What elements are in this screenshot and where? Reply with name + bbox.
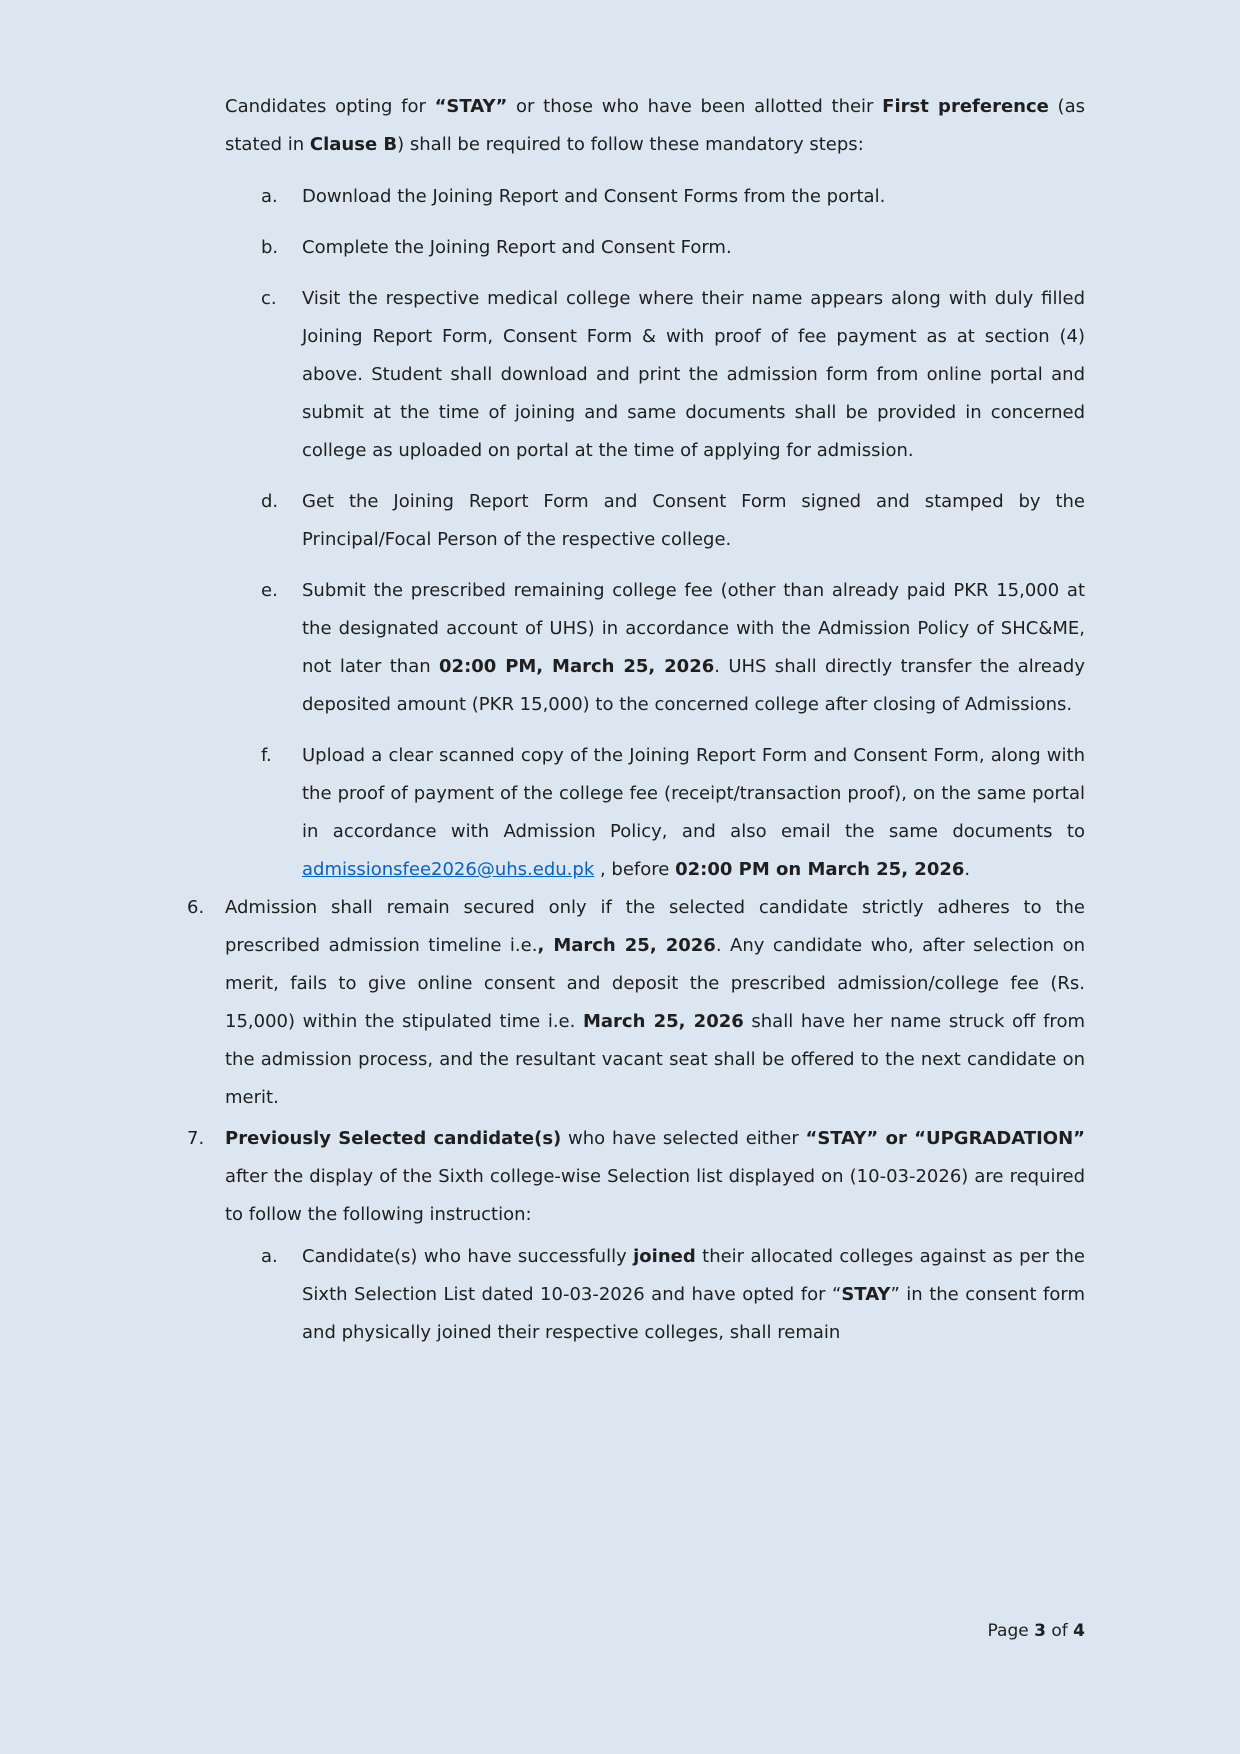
list-item-text: Upload a clear scanned copy of the Joining Report Form and Consent Form, along with the proof of payment of the college fee (receipt/transaction proof), on the same portal in accordance with Admission Policy, and also email the same documents to admissionsfee2026@uhs.edu.pk , before 02:00 PM on March 25, 2026.: [302, 745, 1085, 880]
list-item-text: Visit the respective medical college where their name appears along with duly filled Joining Report Form, Consent Form & with proof of fee payment as at section (4) above. Student shall download and print the admission form from online portal and submit at the time of joining and same documents shall be provided in concerned college as uploaded on portal at the time of applying for admission.: [302, 288, 1085, 461]
list-item-text: Admission shall remain secured only if the selected candidate strictly adheres to the prescribed admission timeline i.e., March 25, 2026. Any candidate who, after selection on merit, fails to give online consent and deposit the prescribed admission/college fee (Rs. 15,000) within the stipulated time i.e. March 25, 2026 shall have her name struck off from the admission process, and the resultant vacant seat shall be offered to the next candidate on merit.: [225, 897, 1085, 1108]
list-marker: a.: [261, 1246, 278, 1267]
list-item-text: Submit the prescribed remaining college fee (other than already paid PKR 15,000 at the designated account of UHS) in accordance with the Admission Policy of SHC&ME, not later than 02:00 PM, March 25, 2026. UHS shall directly transfer the already deposited amount (PKR 15,000) to the concerned college after closing of Admissions.: [302, 580, 1085, 715]
list-marker: c.: [261, 288, 277, 309]
list-item-text: Previously Selected candidate(s) who have selected either “STAY” or “UPGRADATION” after the display of the Sixth college-wise Selection list displayed on (10-03-2026) are required to follow the following instruction:: [225, 1128, 1086, 1225]
list-item-text: Complete the Joining Report and Consent Form.: [302, 237, 732, 258]
list-item: [261, 572, 1085, 724]
list-marker: b.: [261, 237, 279, 258]
email-link[interactable]: admissionsfee2026@uhs.edu.pk: [302, 859, 595, 880]
list-marker: e.: [261, 580, 278, 601]
list-item: [261, 483, 1085, 559]
list-item: [261, 229, 1085, 267]
list-item: [261, 178, 1085, 216]
intro-paragraph: Candidates opting for “STAY” or those who have been allotted their First preference (as stated in Clause B) shall be required to follow these mandatory steps:: [225, 96, 1085, 155]
list-item: [261, 1238, 1085, 1352]
numbered-item-6: [187, 889, 1085, 1117]
numbered-item-7: [187, 1120, 1085, 1352]
list-marker: f.: [261, 745, 272, 766]
list-item: [261, 280, 1085, 470]
sub-step-list: [261, 1238, 1085, 1352]
list-item-text: Candidate(s) who have successfully joined their allocated colleges against as per the Sixth Selection List dated 10-03-2026 and have opted for “STAY” in the consent form and physically joined their respective colleges, shall remain: [302, 1246, 1085, 1343]
lettered-step-list: [261, 178, 1085, 889]
list-item-text: Download the Joining Report and Consent Forms from the portal.: [302, 186, 886, 207]
list-marker: a.: [261, 186, 278, 207]
list-marker: 6.: [187, 897, 205, 918]
list-marker: 7.: [187, 1128, 205, 1149]
list-item-text: Get the Joining Report Form and Consent Form signed and stamped by the Principal/Focal Person of the respective college.: [302, 491, 1085, 550]
document-content: [187, 88, 1085, 1352]
list-item: [261, 737, 1085, 889]
list-marker: d.: [261, 491, 279, 512]
page-number: Page 3 of 4: [987, 1621, 1085, 1641]
